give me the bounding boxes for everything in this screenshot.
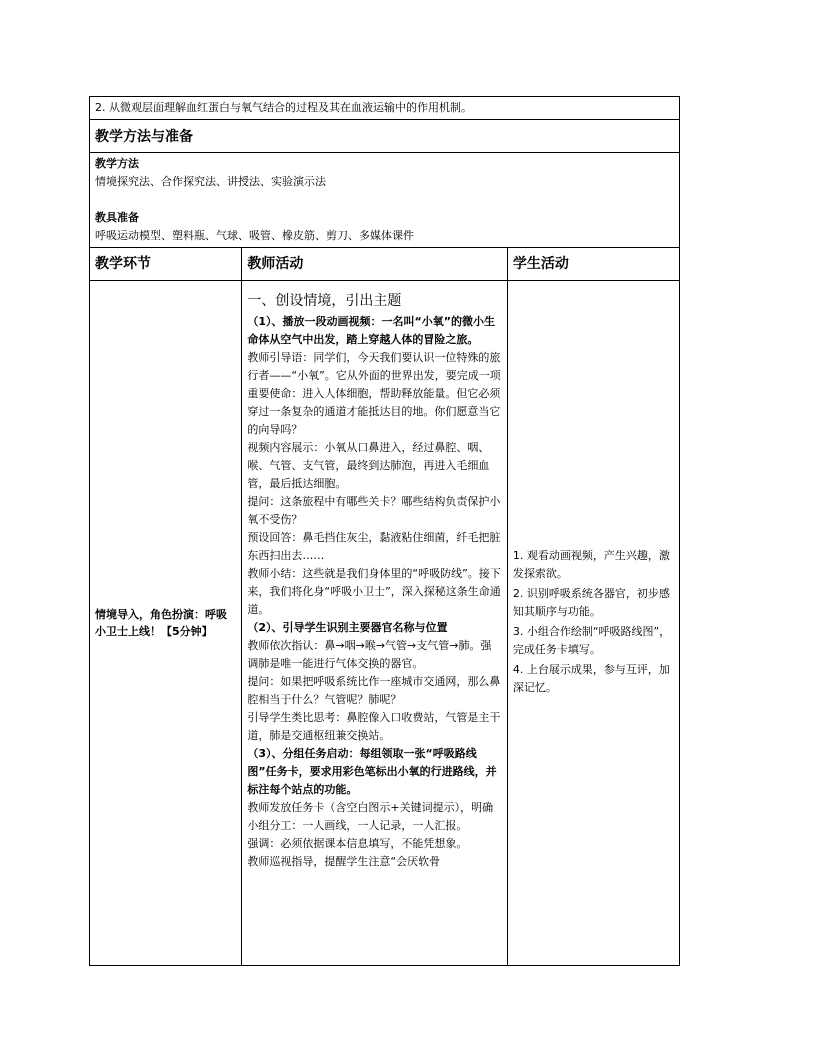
- student-item: 2. 识别呼吸系统各器官，初步感知其顺序与功能。: [512, 587, 670, 618]
- student-activity-cell: [507, 281, 679, 966]
- teacher-paragraph: 提问：这条旅程中有哪些关卡？哪些结构负责保护小氧不受伤？: [247, 495, 501, 526]
- header-student: 学生活动: [507, 248, 679, 281]
- teacher-paragraph: 教师小结：这些就是我们身体里的“呼吸防线”。接下来，我们将化身“呼吸小卫士”，深入探秘这条生命通道。: [247, 567, 501, 616]
- teacher-paragraph: 教师巡视指导，提醒学生注意“会厌软骨: [247, 855, 441, 868]
- student-item: 1. 观看动画视频，产生兴趣，激发探索欲。: [512, 549, 670, 580]
- method-text: 情境探究法、合作探究法、讲授法、实验演示法: [95, 175, 326, 188]
- stage-cell: 情境导入，角色扮演：呼吸小卫士上线！【5分钟】: [90, 281, 242, 966]
- student-list: [513, 547, 674, 697]
- goal-line: 2. 从微观层面理解血红蛋白与氧气结合的过程及其在血液运输中的作用机制。: [90, 97, 680, 120]
- teacher-paragraph: 教师依次指认：鼻→咽→喉→气管→支气管→肺。强调肺是唯一能进行气体交换的器官。: [247, 639, 492, 670]
- header-teacher: 教师活动: [242, 248, 507, 281]
- tools-label: 教具准备: [95, 211, 139, 224]
- teacher-paragraph: 教师引导语：同学们，今天我们要认识一位特殊的旅行者——“小氧”。它从外面的世界出发，要完成一项重要使命：进入人体细胞，帮助释放能量。但它必须穿过一条复杂的通道才能抵达目的地。你们愿意当它的向导吗？: [247, 351, 501, 436]
- student-item: 3. 小组合作绘制“呼吸路线图”，完成任务卡填写。: [512, 625, 671, 656]
- teacher-paragraph: 视频内容展示：小氧从口鼻进入，经过鼻腔、咽、喉、气管、支气管，最终到达肺泡，再进入毛细血管，最后抵达细胞。: [247, 441, 490, 490]
- header-stage: 教学环节: [90, 248, 242, 281]
- teacher-paragraph: 提问：如果把呼吸系统比作一座城市交通网，那么鼻腔相当于什么？气管呢？肺呢？: [247, 675, 501, 706]
- methods-title: 教学方法与准备: [90, 120, 680, 153]
- teacher-paragraph: （3）、分组任务启动：每组领取一张“呼吸路线图”任务卡，要求用彩色笔标出小氧的行进路线，并标注每个站点的功能。: [247, 747, 497, 796]
- method-label: 教学方法: [95, 157, 139, 170]
- teacher-paragraph: 强调：必须依据课本信息填写，不能凭想象。: [247, 837, 468, 850]
- teacher-paragraph: 教师发放任务卡（含空白图示+关键词提示），明确小组分工：一人画线，一人记录，一人汇报。: [247, 801, 494, 832]
- teacher-paragraph: 预设回答：鼻毛挡住灰尘，黏液粘住细菌，纤毛把脏东西扫出去……: [247, 531, 501, 562]
- tools-text: 呼吸运动模型、塑料瓶、气球、吸管、橡皮筋、剪刀、多媒体课件: [95, 229, 414, 242]
- student-item: 4. 上台展示成果，参与互评，加深记忆。: [512, 663, 670, 694]
- teacher-section-title: 一、创设情境，引出主题: [247, 293, 402, 309]
- lesson-plan-table: [89, 96, 680, 966]
- teacher-paragraphs: [247, 313, 501, 871]
- methods-cell: [90, 153, 680, 248]
- teacher-paragraph: （2）、引导学生识别主要器官名称与位置: [247, 621, 448, 634]
- teacher-paragraph: 引导学生类比思考：鼻腔像入口收费站，气管是主干道，肺是交通枢纽兼交换站。: [247, 711, 501, 742]
- lesson-plan-page: [89, 96, 680, 966]
- teacher-activity-cell: [242, 281, 507, 966]
- teacher-paragraph: （1）、播放一段动画视频：一名叫“小氧”的微小生命体从空气中出发，踏上穿越人体的冒险之旅。: [247, 315, 496, 346]
